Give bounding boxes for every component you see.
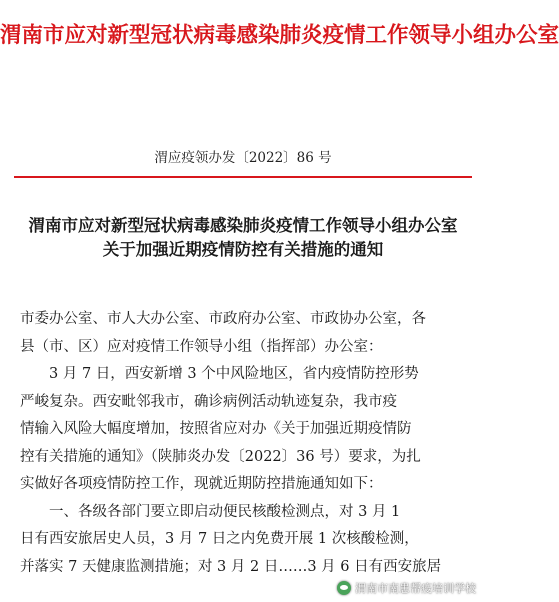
body-line: 严峻复杂。西安毗邻我市，确诊病例活动轨迹复杂，我市疫: [20, 393, 397, 410]
document-number: 渭应疫领办发〔2022〕86 号: [154, 150, 332, 166]
watermark: [337, 580, 476, 596]
body-line: 3 月 7 日，西安新增 3 个中风险地区，省内疫情防控形势: [20, 366, 419, 382]
body-line: 情输入风险大幅度增加，按照省应对办《关于加强近期疫情防: [20, 421, 412, 437]
notice-title: [0, 214, 486, 262]
body-line: 市委办公室、市人大办公室、市政府办公室、市政协办公室，各: [20, 311, 426, 327]
body-line: 控有关措施的通知》（陕肺炎办发〔2022〕36 号）要求，为扎: [20, 448, 421, 465]
notice-body: [20, 306, 472, 581]
body-line: 实做好各项疫情防控工作，现就近期防控措施通知如下：: [20, 476, 383, 492]
body-line: 并落实 7 天健康监测措施；对 3 月 2 日……3 月 6 日有西安旅居: [20, 558, 442, 575]
body-line: 县（市、区）应对疫情工作领导小组（指挥部）办公室：: [20, 338, 383, 355]
body-line: 日有西安旅居史人员，3 月 7 日之内免费开展 1 次核酸检测，: [20, 531, 419, 547]
watermark-text: 渭南市南患帮疫培训学校: [355, 582, 476, 595]
notice-title-line-1: 渭南市应对新型冠状病毒感染肺炎疫情工作领导小组办公室: [28, 216, 458, 235]
org-header: 渭南市应对新型冠状病毒感染肺炎疫情工作领导小组办公室: [0, 23, 559, 48]
red-divider-line: [14, 176, 472, 178]
body-line: 一、各级各部门要立即启动便民核酸检测点，对 3 月 1: [20, 503, 401, 520]
notice-title-line-2: 关于加强近期疫情防控有关措施的通知: [102, 240, 384, 259]
wechat-icon: [337, 581, 351, 595]
